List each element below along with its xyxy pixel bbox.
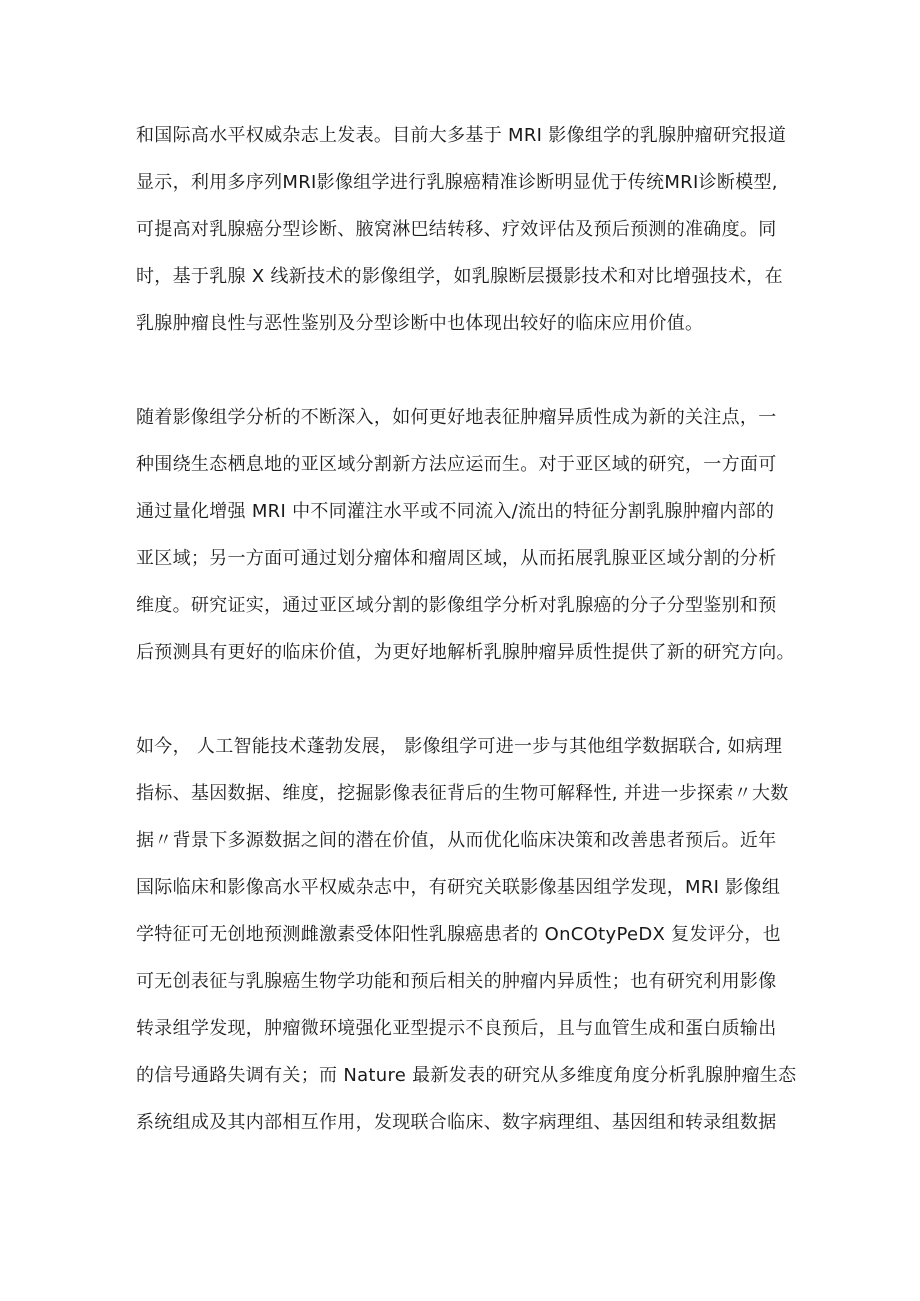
paragraph-1 (136, 112, 800, 347)
text-line: 系统组成及其内部相互作用，发现联合临床、数字病理组、基因组和转录组数据 (136, 1112, 777, 1133)
text-line: 维度。研究证实，通过亚区域分割的影像组学分析对乳腺癌的分子分型鉴别和预 (136, 595, 777, 616)
text-line: 据〃背景下多源数据之间的潜在价值，从而优化临床决策和改善患者预后。近年 (136, 830, 777, 851)
paragraph-spacer (136, 676, 800, 723)
document-body (136, 112, 800, 1146)
text-line: 国际临床和影像高水平权威杂志中，有研究关联影像基因组学发现，MRI 影像组 (136, 877, 781, 898)
text-line: 时，基于乳腺 X 线新技术的影像组学，如乳腺断层摄影技术和对比增强技术，在 (136, 266, 783, 287)
text-line: 如今， 人工智能技术蓬勃发展， 影像组学可进一步与其他组学数据联合, 如病理 (136, 736, 783, 757)
text-line: 亚区域；另一方面可通过划分瘤体和瘤周区域，从而拓展乳腺亚区域分割的分析 (136, 548, 777, 569)
text-line: 可提高对乳腺癌分型诊断、腋窝淋巴结转移、疗效评估及预后预测的准确度。同 (136, 219, 777, 240)
text-line: 随着影像组学分析的不断深入，如何更好地表征肿瘤异质性成为新的关注点，一 (136, 407, 777, 428)
text-line: 的信号通路失调有关；而 Nature 最新发表的研究从多维度角度分析乳腺肿瘤生态 (136, 1065, 797, 1086)
paragraph-spacer (136, 347, 800, 394)
paragraph-2 (136, 394, 800, 676)
text-line: 种围绕生态栖息地的亚区域分割新方法应运而生。对于亚区域的研究，一方面可 (136, 454, 777, 475)
text-line: 乳腺肿瘤良性与恶性鉴别及分型诊断中也体现出较好的临床应用价值。 (136, 313, 704, 334)
text-line: 可无创表征与乳腺癌生物学功能和预后相关的肿瘤内异质性；也有研究利用影像 (136, 971, 777, 992)
text-line: 通过量化增强 MRI 中不同灌注水平或不同流入/流出的特征分割乳腺肿瘤内部的 (136, 501, 775, 522)
text-line: 和国际高水平权威杂志上发表。目前大多基于 MRI 影像组学的乳腺肿瘤研究报道 (136, 125, 787, 146)
text-line: 指标、基因数据、维度，挖掘影像表征背后的生物可解释性, 并进一步探索〃大数 (136, 783, 789, 804)
text-line: 转录组学发现，肿瘤微环境强化亚型提示不良预后，且与血管生成和蛋白质输出 (136, 1018, 777, 1039)
text-line: 显示，利用多序列MRI影像组学进行乳腺癌精准诊断明显优于传统MRI诊断模型, (136, 172, 778, 193)
text-line: 学特征可无创地预测雌激素受体阳性乳腺癌患者的 OnCOtyPeDX 复发评分，也 (136, 924, 781, 945)
text-line: 后预测具有更好的临床价值，为更好地解析乳腺肿瘤异质性提供了新的研究方向。 (136, 642, 795, 663)
paragraph-3 (136, 723, 800, 1146)
